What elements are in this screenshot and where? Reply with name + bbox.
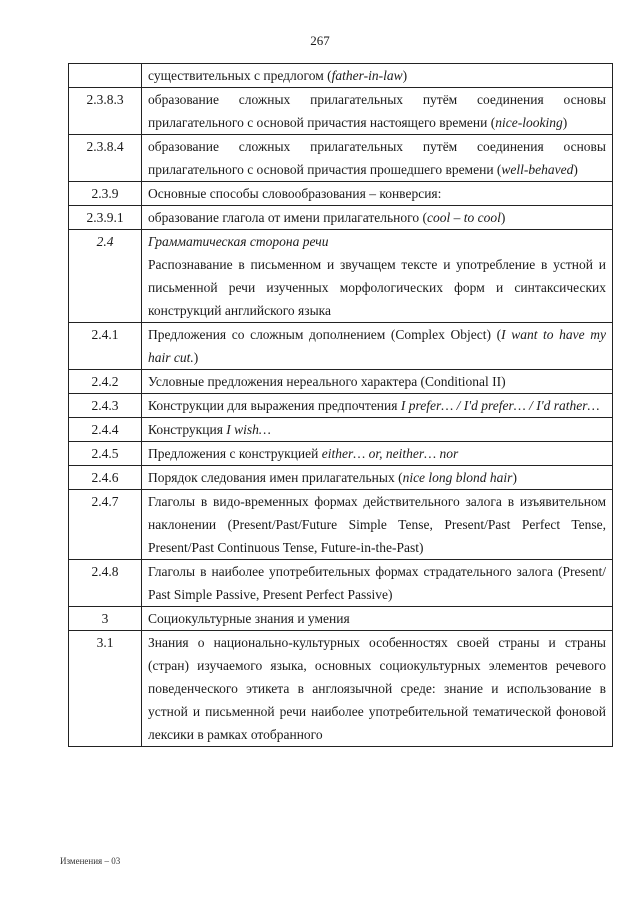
- table-row: [69, 182, 613, 206]
- text-segment: образование сложных прилагательных путём соединения основы прилагательного с основой причастия настоящего времени (: [148, 92, 606, 130]
- section-text: [142, 394, 613, 418]
- section-number: 2.3.9.1: [69, 206, 142, 230]
- table-row: [69, 206, 613, 230]
- section-text: [142, 560, 613, 607]
- table-row: [69, 442, 613, 466]
- section-number: 2.4.3: [69, 394, 142, 418]
- page-number: 267: [310, 33, 330, 48]
- section-text: [142, 418, 613, 442]
- section-text: [142, 230, 613, 323]
- text-segment: образование сложных прилагательных путём соединения основы прилагательного с основой причастия прошедшего времени (: [148, 139, 606, 177]
- text-segment: Порядок следования имен прилагательных (: [148, 470, 403, 485]
- italic-text: nice long blond hair: [402, 470, 513, 485]
- text-paragraph: [148, 442, 606, 465]
- text-segment: ): [402, 68, 408, 83]
- section-number: 2.3.8.3: [69, 88, 142, 135]
- italic-text: I prefer… / I'd prefer… / I'd rather…: [400, 398, 600, 413]
- table-row: [69, 490, 613, 560]
- table-row: [69, 418, 613, 442]
- section-text: [142, 631, 613, 747]
- table-row: [69, 88, 613, 135]
- section-text: [142, 88, 613, 135]
- text-segment: ): [573, 162, 578, 177]
- table-row: [69, 607, 613, 631]
- section-number: 2.4: [69, 230, 142, 323]
- section-text: [142, 370, 613, 394]
- section-number: 2.4.7: [69, 490, 142, 560]
- text-segment: Глаголы в видо-временных формах действительного залога в изъявительном наклонении (Present/Past/Future Simple Tense, Present/Past Perfect Tense, Present/Past Continuous Tense, Future-in-the-Past): [148, 494, 606, 555]
- italic-text: either… or, neither… nor: [321, 446, 459, 461]
- text-paragraph: [148, 394, 606, 417]
- table-row: [69, 466, 613, 490]
- table-row: [69, 64, 613, 88]
- section-text: [142, 135, 613, 182]
- text-segment: ): [193, 350, 199, 365]
- section-number: 3.1: [69, 631, 142, 747]
- text-paragraph: [148, 230, 606, 253]
- table-row: [69, 135, 613, 182]
- section-text: [142, 607, 613, 631]
- text-segment: Распознавание в письменном и звучащем тексте и употребление в устной и письменной речи изученных морфологических форм и синтаксических конструкций английского языка: [148, 257, 606, 318]
- italic-text: nice-looking: [495, 115, 563, 130]
- section-text: [142, 206, 613, 230]
- italic-text: cool – to cool: [426, 210, 501, 225]
- text-segment: Условные предложения нереального характера (Conditional II): [148, 374, 506, 389]
- text-segment: Социокультурные знания и умения: [148, 611, 350, 626]
- section-number: 2.3.9: [69, 182, 142, 206]
- text-segment: существительных с предлогом (: [148, 68, 332, 83]
- text-paragraph: [148, 560, 606, 606]
- text-segment: образование глагола от имени прилагательного (: [148, 210, 427, 225]
- italic-text: father-in-law: [331, 68, 403, 83]
- section-number: 2.4.4: [69, 418, 142, 442]
- text-paragraph: [148, 418, 606, 441]
- section-number: 2.4.6: [69, 466, 142, 490]
- table-row: [69, 394, 613, 418]
- text-segment: Основные способы словообразования – конверсия:: [148, 186, 442, 201]
- table-row: [69, 370, 613, 394]
- text-segment: ): [512, 470, 517, 485]
- italic-text: well-behaved: [501, 162, 574, 177]
- section-text: [142, 490, 613, 560]
- italic-text: Грамматическая сторона речи: [148, 234, 329, 249]
- page-footer: Изменения – 03: [60, 856, 121, 866]
- table-row: [69, 560, 613, 607]
- text-paragraph: [148, 323, 606, 369]
- section-number: 2.3.8.4: [69, 135, 142, 182]
- table-row: [69, 631, 613, 747]
- section-number: 2.4.8: [69, 560, 142, 607]
- text-paragraph: [148, 631, 606, 746]
- section-text: [142, 323, 613, 370]
- text-paragraph: [148, 135, 606, 181]
- text-paragraph: [148, 182, 606, 205]
- text-paragraph: [148, 607, 606, 630]
- italic-text: I wish…: [226, 422, 271, 437]
- text-paragraph: [148, 490, 606, 559]
- table-row: [69, 230, 613, 323]
- section-text: [142, 442, 613, 466]
- text-paragraph: [148, 64, 606, 87]
- text-segment: Конструкция: [148, 422, 227, 437]
- text-segment: ): [562, 115, 568, 130]
- text-segment: Предложения со сложным дополнением (Complex Object) (: [148, 327, 502, 342]
- text-paragraph: [148, 370, 606, 393]
- table-body: [69, 64, 613, 747]
- text-segment: Конструкции для выражения предпочтения: [148, 398, 401, 413]
- text-segment: Глаголы в наиболее употребительных формах страдательного залога (Present/ Past Simple Passive, Present Perfect Passive): [148, 564, 606, 602]
- text-paragraph: [148, 466, 606, 489]
- section-number: 2.4.1: [69, 323, 142, 370]
- section-text: [142, 182, 613, 206]
- italic-text: I want to have my hair cut.: [148, 327, 606, 365]
- text-segment: Знания о национально-культурных особенностях своей страны и страны (стран) изучаемого языка, основных социокультурных элементов речевого поведенческого этикета в англоязычной среде: знание и использование в устной и письменной речи наиболее употребительной тематической фоновой лексики в рамках отобранного: [148, 635, 606, 742]
- section-number: [69, 64, 142, 88]
- text-segment: Предложения с конструкцией: [148, 446, 322, 461]
- text-paragraph: [148, 253, 606, 322]
- section-text: [142, 64, 613, 88]
- text-paragraph: [148, 88, 606, 134]
- section-text: [142, 466, 613, 490]
- table-row: [69, 323, 613, 370]
- section-number: 2.4.5: [69, 442, 142, 466]
- curriculum-table: [68, 63, 613, 747]
- section-number: 3: [69, 607, 142, 631]
- text-segment: ): [500, 210, 506, 225]
- text-paragraph: [148, 206, 606, 229]
- section-number: 2.4.2: [69, 370, 142, 394]
